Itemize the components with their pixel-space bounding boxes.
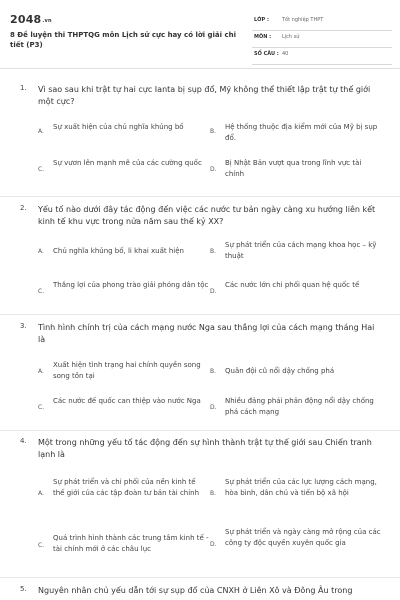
option-text: Sự xuất hiện của chủ nghĩa khủng bố	[53, 123, 184, 131]
question-divider	[0, 577, 400, 578]
question-number: 5.	[20, 585, 27, 593]
meta-row-grade	[252, 14, 392, 31]
question-5	[0, 585, 400, 599]
meta-key: SỐ CÂU :	[254, 51, 279, 57]
option-letter: C.	[38, 288, 45, 295]
question-divider	[0, 430, 400, 431]
option-text: Sự phát triển và chi phối của nền kinh tế thế giới của các tập đoàn tư bản tài chính	[53, 478, 200, 497]
meta-key: LỚP :	[254, 17, 269, 23]
option-text: Sự vươn lên mạnh mẽ của các cường quốc	[53, 159, 202, 167]
option-text: Quá trình hình thành các trung tâm kinh tế - tài chính mới ở các châu lục	[53, 534, 209, 553]
document-title: 8 Đề luyện thi THPTQG môn Lịch sử cực hay có lời giải chi tiết (P3)	[10, 31, 237, 49]
option-letter: B.	[210, 248, 217, 255]
meta-row-count	[252, 48, 392, 65]
option-text: Nhiều đảng phái phản động nổi dậy chống phá cách mạng	[225, 397, 374, 416]
question-text: Vì sao sau khi trật tự hai cực Ianta bị sụp đổ, Mỹ không thể thiết lập trật tự thế giới một cực?	[38, 85, 371, 106]
option-text: Thắng lợi của phong trào giải phóng dân tộc	[53, 281, 209, 289]
logo-suffix: .vn	[42, 18, 52, 24]
site-logo[interactable]	[10, 13, 52, 26]
option-letter: C.	[38, 404, 45, 411]
option-letter: D.	[210, 166, 217, 173]
option-letter: B.	[210, 490, 217, 497]
question-4	[0, 437, 400, 577]
option-text: Các nước lớn chi phối quan hệ quốc tế	[225, 281, 360, 289]
question-number: 4.	[20, 437, 27, 445]
option-text: Các nước đế quốc can thiệp vào nước Nga	[53, 397, 201, 405]
question-1	[0, 84, 400, 196]
question-2	[0, 204, 400, 314]
option-letter: B.	[210, 128, 217, 135]
option-letter: C.	[38, 542, 45, 549]
question-text: Tình hình chính trị của cách mạng nước Nga sau thắng lợi của cách mạng tháng Hai là	[38, 323, 375, 344]
question-number: 3.	[20, 322, 27, 330]
header-divider	[0, 68, 400, 69]
option-letter: D.	[210, 541, 217, 548]
question-text: Yếu tố nào dưới đây tác động đến việc các nước tư bản ngày càng xu hướng liên kết kinh tế khu vực trong nửa năm sau thế kỷ XX?	[38, 205, 376, 226]
option-letter: D.	[210, 404, 217, 411]
option-letter: A.	[38, 490, 44, 497]
option-text: Hệ thống thuộc địa kiểm mới của Mỹ bị sụp đổ.	[225, 123, 378, 142]
option-letter: A.	[38, 248, 44, 255]
meta-value: 40	[282, 51, 289, 57]
meta-key: MÔN :	[254, 34, 272, 40]
option-text: Xuất hiện tình trạng hai chính quyền song song tồn tại	[53, 361, 201, 380]
option-text: Sự phát triển của cách mạng khoa học – kỹ thuật	[225, 241, 377, 260]
question-text: Nguyên nhân chủ yếu dẫn tới sự sụp đổ của CNXH ở Liên Xô và Đông Âu trong	[38, 586, 353, 595]
option-text: Chủ nghĩa khủng bố, li khai xuất hiện	[53, 247, 184, 255]
option-letter: C.	[38, 166, 45, 173]
option-text: Sự phát triển của các lực lượng cách mạng, hòa bình, dân chủ và tiến bộ xã hội	[225, 478, 377, 497]
question-divider	[0, 196, 400, 197]
option-text: Sự phát triển và ngày càng mở rộng của các công ty độc quyền xuyên quốc gia	[225, 528, 381, 547]
option-letter: D.	[210, 288, 217, 295]
meta-value: Lịch sử	[282, 34, 300, 40]
page-header	[0, 0, 400, 68]
option-letter: A.	[38, 128, 44, 135]
question-divider	[0, 314, 400, 315]
question-number: 1.	[20, 84, 27, 92]
meta-value: Tốt nghiệp THPT	[282, 17, 324, 23]
meta-table	[252, 14, 392, 65]
option-text: Bị Nhật Bản vượt qua trong lĩnh vực tài chính	[225, 159, 362, 178]
option-letter: B.	[210, 368, 217, 375]
question-number: 2.	[20, 204, 27, 212]
meta-row-subject	[252, 31, 392, 48]
question-3	[0, 322, 400, 430]
option-letter: A.	[38, 368, 44, 375]
logo-main: 2048	[10, 13, 42, 26]
option-text: Quân đội cũ nổi dậy chống phá	[225, 367, 335, 375]
question-text: Một trong những yếu tố tác động đến sự hình thành trật tự thế giới sau Chiến tranh lạnh là	[38, 438, 372, 459]
